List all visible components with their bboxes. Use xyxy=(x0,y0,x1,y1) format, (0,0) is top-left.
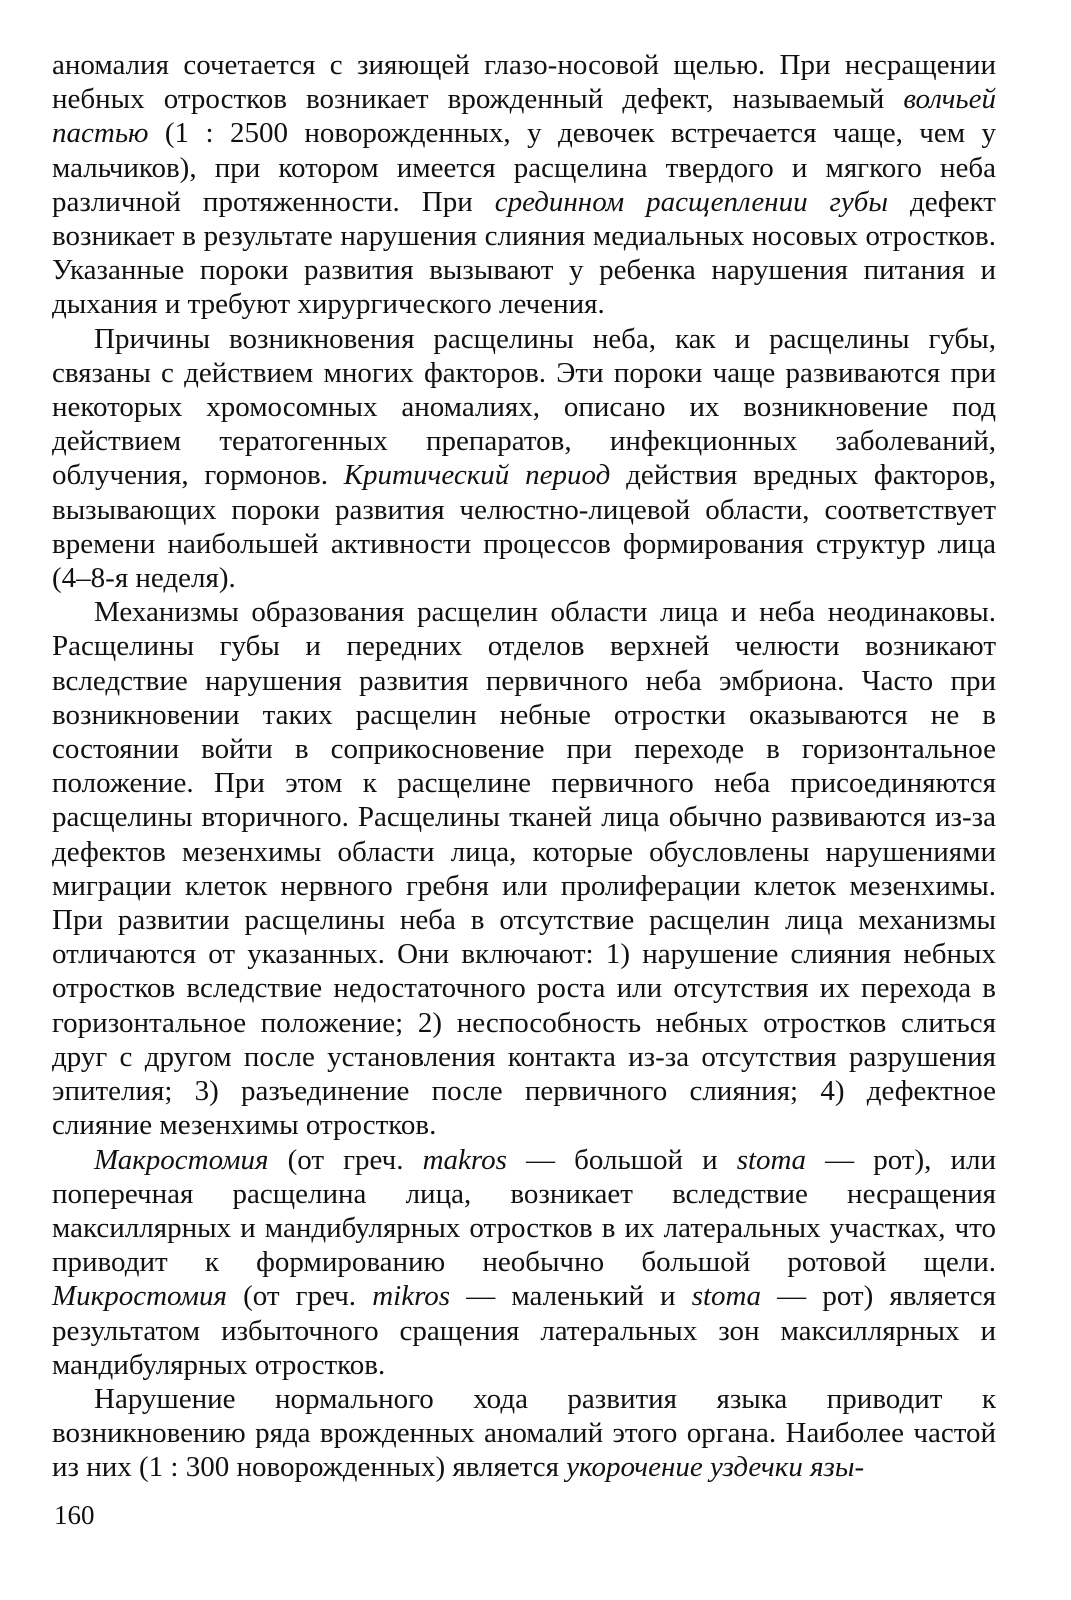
paragraph xyxy=(52,322,996,596)
text-block xyxy=(52,48,996,1485)
text-run: действия вредных факторов, вызывающих пороки развития челюстно-лицевой области, соответствует времени наибольшей активности процессов формирования структур лица (4–8-я неделя). xyxy=(52,459,997,595)
text-run: (от греч. xyxy=(268,1143,423,1176)
italic-term: stoma xyxy=(691,1280,762,1313)
paragraph xyxy=(52,595,996,1142)
text-run: дефект возникает в результате нарушения слияния медиальных носовых отростков. Указанные пороки развития вызывают у ребенка нарушения питания и дыхания и требуют хирургического лечения. xyxy=(52,185,996,321)
text-run: Нарушение нормального хода развития языка приводит к возникновению ряда врожденных аномалий этого органа. Наиболее частой из них (1 : 300 новорожденных) является xyxy=(52,1382,996,1484)
text-run: — рот), или поперечная расщелина лица, возникает вследствие несращения максиллярных и мандибулярных отростков в их латеральных участках, что приводит к формированию необычно большой ротовой щели. xyxy=(52,1143,996,1279)
text-run: — рот) является результатом избыточного сращения латеральных зон максиллярных и мандибулярных отростков. xyxy=(52,1280,996,1381)
page-body xyxy=(52,48,996,1485)
italic-term: Макростомия xyxy=(94,1143,269,1176)
paragraph xyxy=(52,1143,996,1382)
text-run: (1 : 2500 новорожденных, у девочек встречается чаще, чем у мальчиков), при котором имеется расщелина твердого и мягкого неба различной протяженности. При xyxy=(52,117,996,218)
text-run: аномалия сочетается с зияющей глазо-носовой щелью. При несращении небных отростков возникает врожденный дефект, называемый xyxy=(52,49,996,116)
text-run: (от греч. xyxy=(226,1280,373,1313)
paragraph xyxy=(52,1382,996,1485)
paragraph xyxy=(52,48,996,322)
italic-term: mikros xyxy=(372,1280,451,1313)
italic-term: makros xyxy=(422,1143,507,1176)
text-run: Причины возникновения расщелины неба, как и расщелины губы, связаны с действием многих факторов. Эти пороки чаще развиваются при некоторых хромосомных аномалиях, описано их возникновение под действием тератогенных препаратов, инфекционных заболеваний, облучения, гормонов. xyxy=(52,322,996,492)
text-run: — маленький и xyxy=(450,1280,692,1313)
italic-term: укорочение уздечки язы- xyxy=(566,1451,865,1484)
page-number: 160 xyxy=(54,1500,95,1530)
italic-term: Критический период xyxy=(343,459,611,492)
italic-term: срединном расщеплении губы xyxy=(494,185,888,218)
italic-term: волчьей пастью xyxy=(52,83,996,150)
text-run: — большой и xyxy=(506,1143,737,1176)
text-run: Механизмы образования расщелин области лица и неба неодинаковы. Расщелины губы и передних отделов верхней челюсти возникают вследствие нарушения развития первичного неба эмбриона. Часто при возникновении таких расщелин небные отростки оказываются не в состоянии войти в соприкосновение при переходе в горизонтальное положение. При этом к расщелине первичного неба присоединяются расщелины вторичного. Расщелины тканей лица обычно развиваются из-за дефектов мезенхимы области лица, которые обусловлены нарушениями миграции клеток нервного гребня или пролиферации клеток мезенхимы. При развитии расщелины неба в отсутствие расщелин лица механизмы отличаются от указанных. Они включают: 1) нарушение слияния небных отростков вследствие недостаточного роста или отсутствия их перехода в горизонтальное положение; 2) неспособность небных отростков слиться друг с другом после установления контакта из-за отсутствия разрушения эпителия; 3) разъединение после первичного слияния; 4) дефектное слияние мезенхимы отростков. xyxy=(52,596,996,1142)
italic-term: stoma xyxy=(736,1143,807,1176)
italic-term: Микростомия xyxy=(52,1280,227,1313)
